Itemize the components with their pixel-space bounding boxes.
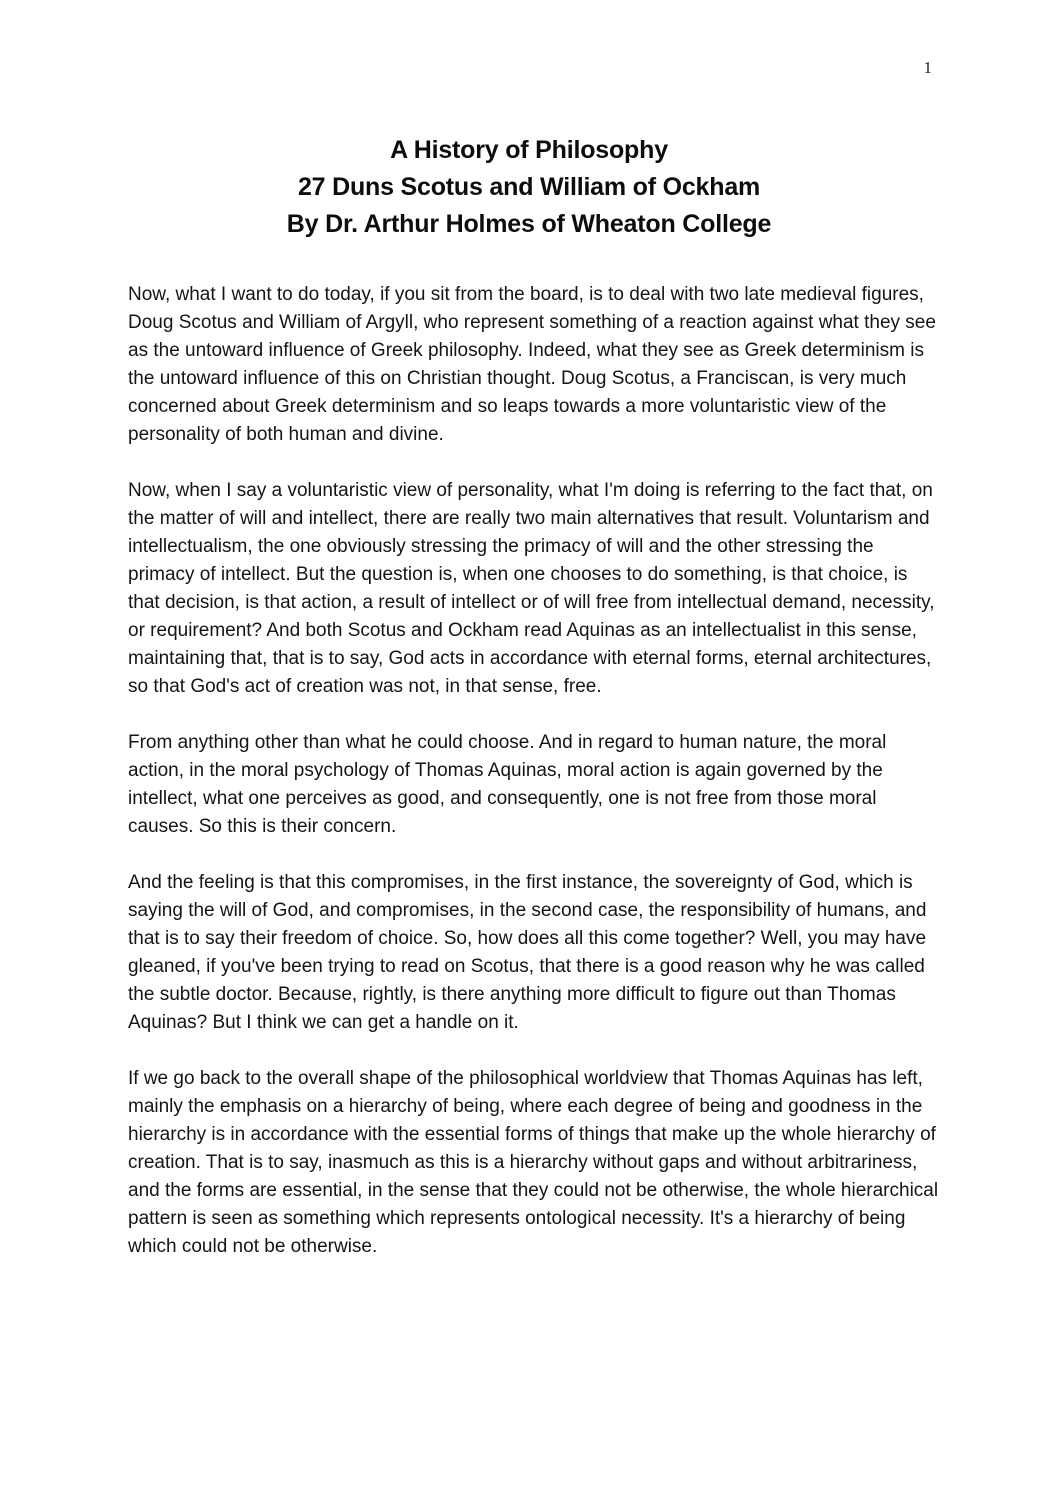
title-line-author: By Dr. Arthur Holmes of Wheaton College — [286, 210, 772, 238]
document-title — [0, 0, 1058, 243]
title-line-lecture: 27 Duns Scotus and William of Ockham — [297, 173, 761, 201]
page-number: 1 — [923, 58, 932, 77]
document-body — [128, 281, 940, 1261]
paragraph-2: Now, when I say a voluntaristic view of personality, what I'm doing is referring to the fact that, on the matter of will and intellect, there are really two main alternatives that result. Voluntarism and intellectualism, the one obviously stressing the primacy of will and the other stressing the primacy of intellect. But the question is, when one chooses to do something, is that choice, is that decision, is that action, a result of intellect or of will free from intellectual demand, necessity, or requirement? And both Scotus and Ockham read Aquinas as an intellectualist in this sense, maintaining that, that is to say, God acts in accordance with eternal forms, eternal architectures, so that God's act of creation was not, in that sense, free. — [128, 480, 935, 697]
title-line-course: A History of Philosophy — [390, 136, 668, 164]
paragraph-5: If we go back to the overall shape of the philosophical worldview that Thomas Aquinas has left, mainly the emphasis on a hierarchy of being, where each degree of being and goodness in the hierarchy is in accordance with the essential forms of things that make up the whole hierarchy of creation. That is to say, inasmuch as this is a hierarchy without gaps and without arbitrariness, and the forms are essential, in the sense that they could not be otherwise, the whole hierarchical pattern is seen as something which represents ontological necessity. It's a hierarchy of being which could not be otherwise. — [128, 1068, 939, 1257]
paragraph-4: And the feeling is that this compromises, in the first instance, the sovereignty of God, which is saying the will of God, and compromises, in the second case, the responsibility of humans, and that is to say their freedom of choice. So, how does all this come together? Well, you may have gleaned, if you've been trying to read on Scotus, that there is a good reason why he was called the subtle doctor. Because, rightly, is there anything more difficult to figure out than Thomas Aquinas? But I think we can get a handle on it. — [128, 872, 927, 1033]
paragraph-1: Now, what I want to do today, if you sit from the board, is to deal with two late medieval figures, Doug Scotus and William of Argyll, who represent something of a reaction against what they see as the untoward influence of Greek philosophy. Indeed, what they see as Greek determinism is the untoward influence of this on Christian thought. Doug Scotus, a Franciscan, is very much concerned about Greek determinism and so leaps towards a more voluntaristic view of the personality of both human and divine. — [128, 284, 936, 445]
paragraph-3: From anything other than what he could choose. And in regard to human nature, the moral action, in the moral psychology of Thomas Aquinas, moral action is again governed by the intellect, what one perceives as good, and consequently, one is not free from those moral causes. So this is their concern. — [128, 732, 887, 837]
